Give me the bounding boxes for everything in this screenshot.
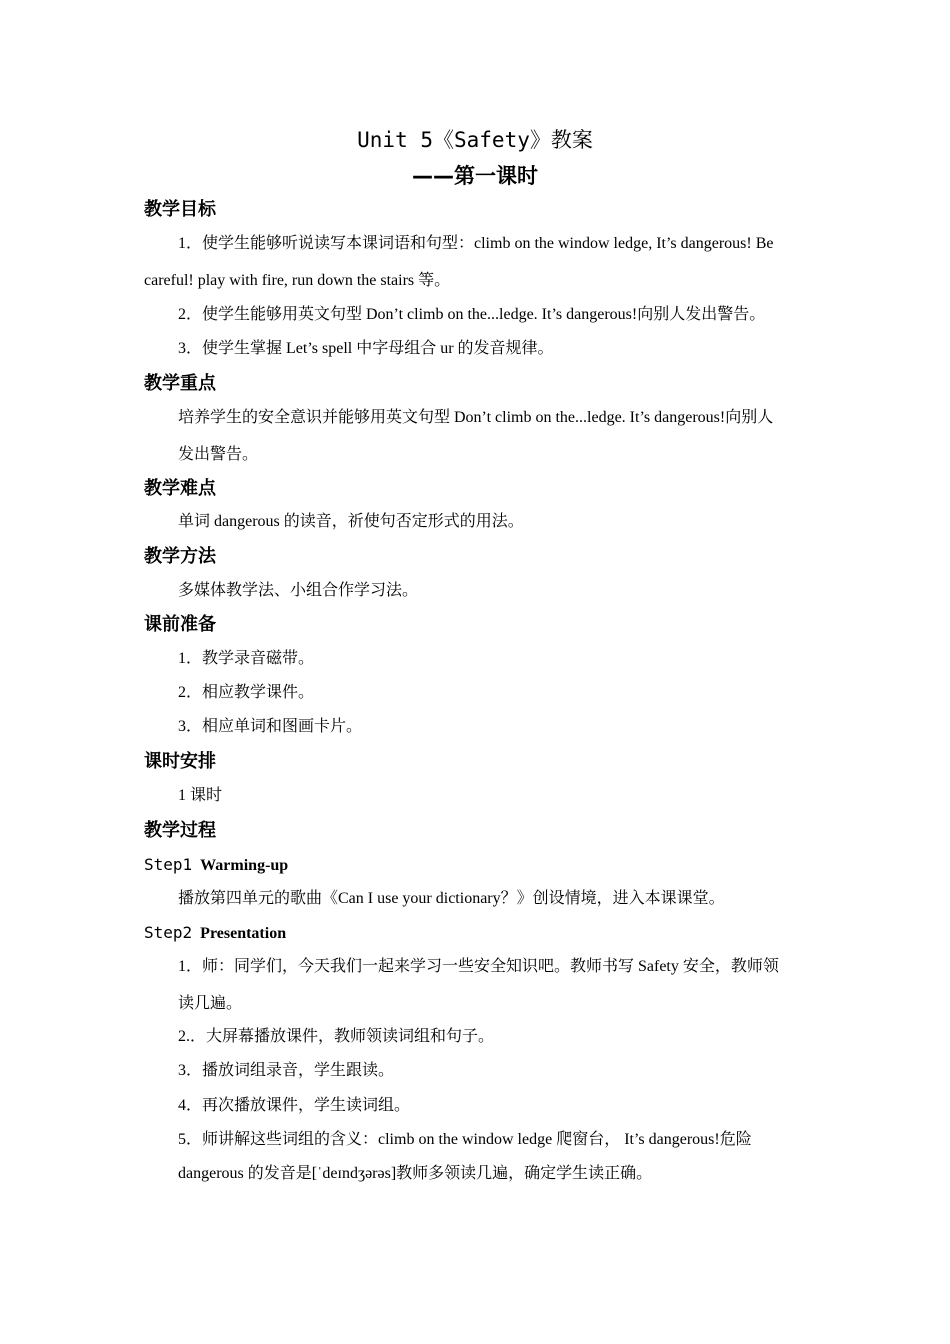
schedule-heading: 课时安排 [144, 751, 216, 772]
methods-text: 多媒体教学法、小组合作学习法。 [178, 582, 419, 599]
objectives-item-1-line-2: careful! play with fire, run down the stairs 等。 [144, 272, 451, 289]
page-subtitle: ——第一课时 [412, 164, 538, 188]
step-1-name: Warming-up [200, 857, 289, 874]
step-2-name: Presentation [200, 925, 287, 942]
preparation-item-2: 2．相应教学课件。 [178, 684, 315, 701]
schedule-text: 1 课时 [178, 787, 223, 804]
step-1-heading [144, 855, 288, 876]
step-1-number: Step1 [144, 855, 193, 874]
key-points-line-1: 培养学生的安全意识并能够用英文句型 Don’t climb on the...ledge. It’s dangerous!向别人 [178, 409, 774, 426]
step-2-item-3: 3．播放词组录音，学生跟读。 [178, 1062, 395, 1079]
objectives-item-3: 3．使学生掌握 Let’s spell 中字母组合 ur 的发音规律。 [178, 340, 554, 357]
preparation-heading: 课前准备 [144, 614, 216, 635]
objectives-item-1-line-1: 1．使学生能够听说读写本课词语和句型：climb on the window ledge, It’s dangerous! Be [178, 235, 774, 252]
process-heading: 教学过程 [144, 820, 216, 841]
step-2-heading [144, 923, 286, 944]
preparation-item-1: 1．教学录音磁带。 [178, 650, 315, 667]
key-points-heading: 教学重点 [144, 373, 216, 394]
page-title: Unit 5《Safety》教案 [357, 128, 593, 152]
difficulties-text: 单词 dangerous 的读音，祈使句否定形式的用法。 [178, 513, 524, 530]
step-2-item-5-line-1: 5．师讲解这些词组的含义：climb on the window ledge 爬窗台， It’s dangerous!危险 [178, 1131, 752, 1148]
difficulties-heading: 教学难点 [144, 478, 216, 499]
step-2-item-2: 2.．大屏幕播放课件，教师领读词组和句子。 [178, 1028, 495, 1045]
methods-heading: 教学方法 [144, 546, 216, 567]
key-points-line-2: 发出警告。 [178, 446, 259, 463]
step-2-number: Step2 [144, 923, 193, 942]
step-2-item-5-line-2: dangerous 的发音是[ˈdeɪndʒərəs]教师多领读几遍，确定学生读正确。 [178, 1165, 653, 1182]
step-1-text: 播放第四单元的歌曲《Can I use your dictionary？》创设情境，进入本课课堂。 [178, 890, 725, 907]
step-2-item-4: 4．再次播放课件，学生读词组。 [178, 1097, 411, 1114]
step-2-item-1-line-2: 读几遍。 [178, 995, 243, 1012]
objectives-heading: 教学目标 [144, 199, 216, 220]
preparation-item-3: 3．相应单词和图画卡片。 [178, 718, 363, 735]
objectives-item-2: 2．使学生能够用英文句型 Don’t climb on the...ledge. It’s dangerous!向别人发出警告。 [178, 306, 766, 323]
step-2-item-1-line-1: 1．师：同学们，今天我们一起来学习一些安全知识吧。教师书写 Safety 安全，教师领 [178, 958, 779, 975]
